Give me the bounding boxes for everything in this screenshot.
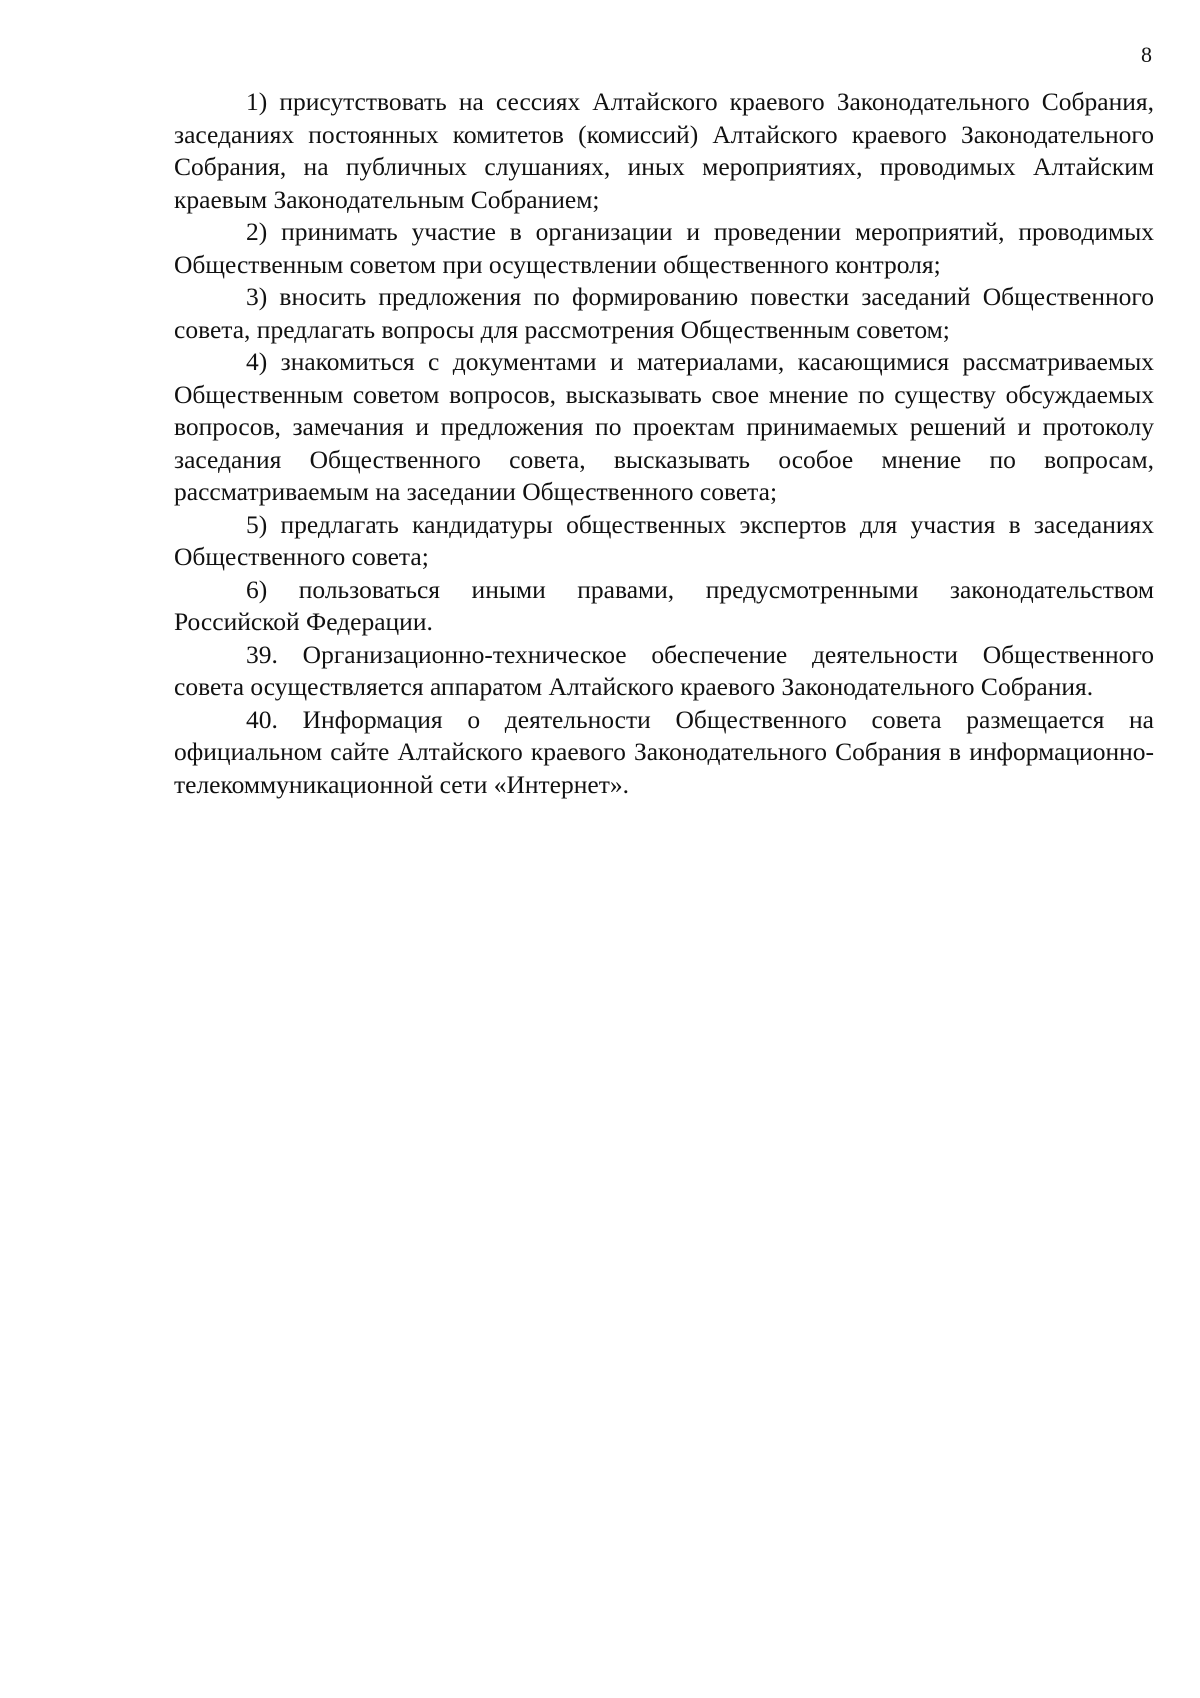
paragraph-right-4-review-documents: 4) знакомиться с документами и материалами, касающимися рассматриваемых Общественным советом вопросов, высказывать свое мнение по существу обсуждаемых вопросов, замечания и предложения по проектам принимаемых решений и протоколу заседания Общественного совета, высказывать особое мнение по вопросам, рассматриваемым на заседании Общественного совета; — [174, 347, 1154, 506]
paragraph-right-5-propose-experts: 5) предлагать кандидатуры общественных экспертов для участия в заседаниях Общественного совета; — [174, 509, 1154, 571]
paragraph-section-40-information-publication: 40. Информация о деятельности Общественного совета размещается на официальном сайте Алтайского краевого Законодательного Собрания в информационно-телекоммуникационной сети «Интернет». — [174, 704, 1154, 799]
paragraph-right-1-attend-sessions: 1) присутствовать на сессиях Алтайского краевого Законодательного Собрания, заседаниях постоянных комитетов (комиссий) Алтайского краевого Законодательного Собрания, на публичных слушаниях, иных мероприятиях, проводимых Алтайским краевым Законодательным Собранием; — [174, 87, 1154, 214]
document-body — [174, 86, 1154, 801]
page-number: 8 — [1141, 42, 1152, 67]
paragraph-right-6-other-rights: 6) пользоваться иными правами, предусмотренными законодательством Российской Федерации. — [174, 574, 1154, 636]
paragraph-right-3-agenda-proposals: 3) вносить предложения по формированию повестки заседаний Общественного совета, предлагать вопросы для рассмотрения Общественным советом; — [174, 282, 1154, 344]
paragraph-section-39-technical-support: 39. Организационно-техническое обеспечение деятельности Общественного совета осуществляется аппаратом Алтайского краевого Законодательного Собрания. — [174, 639, 1154, 701]
paragraph-right-2-participate-events: 2) принимать участие в организации и проведении мероприятий, проводимых Общественным советом при осуществлении общественного контроля; — [174, 217, 1154, 279]
